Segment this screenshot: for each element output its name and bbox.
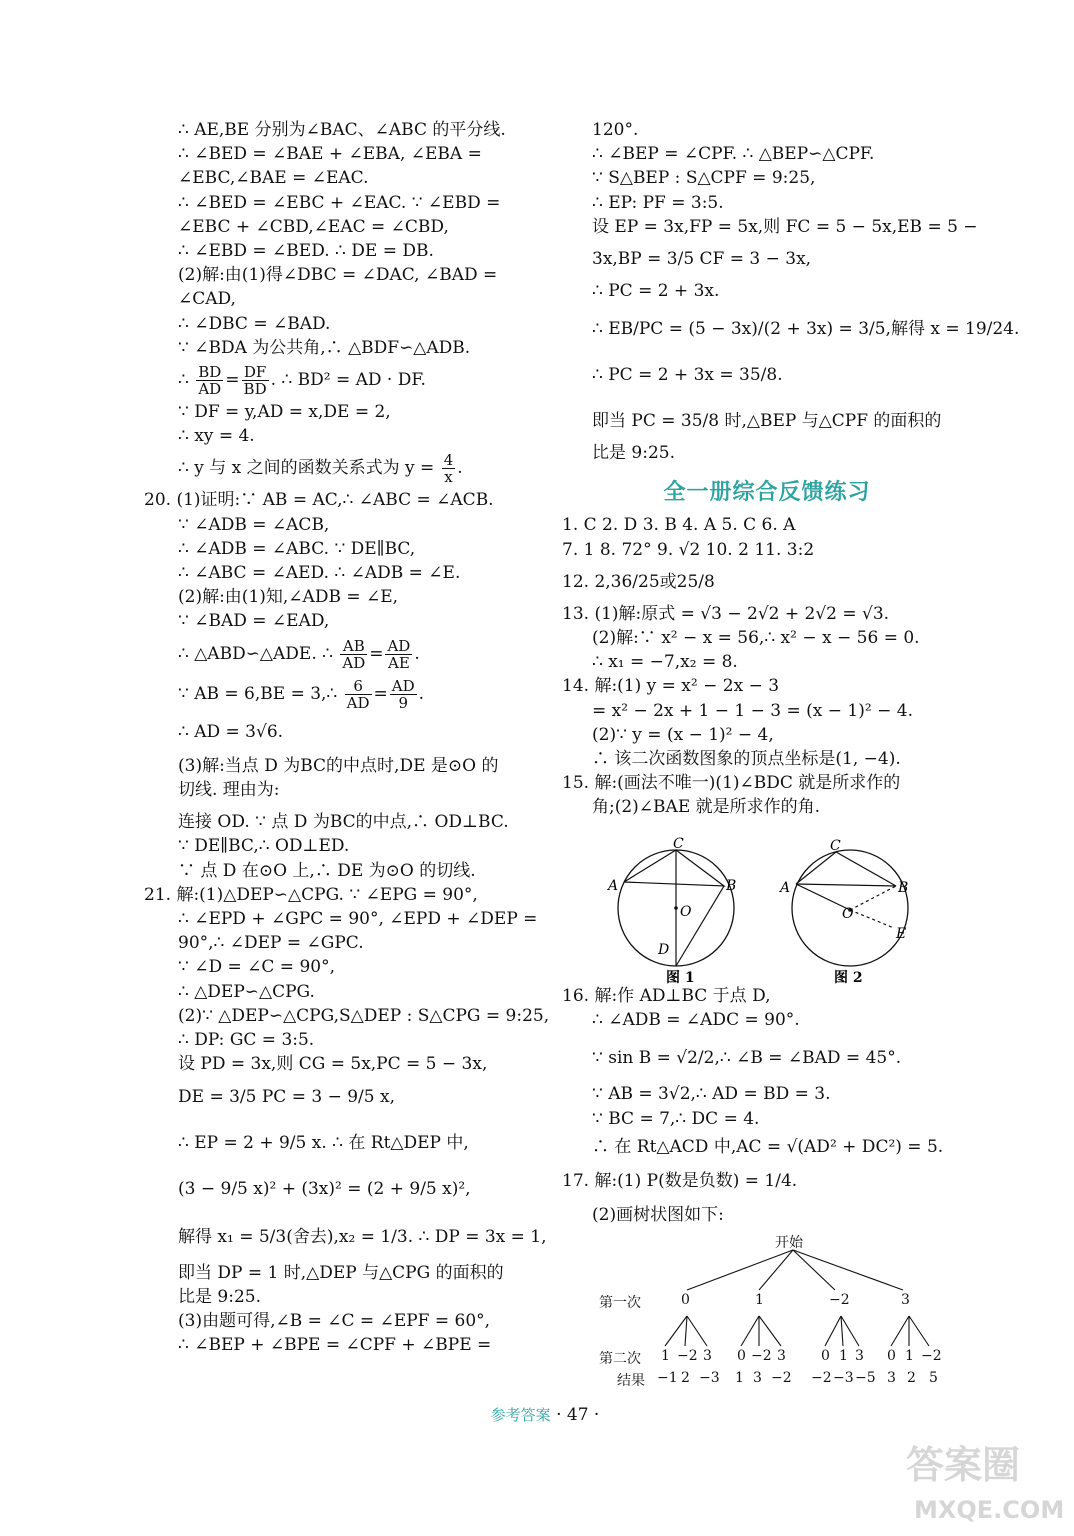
text-line: (2)解:由(1)知,∠ADB = ∠E,	[178, 587, 399, 608]
section-title: 全一册综合反馈练习	[663, 480, 871, 506]
label-a: A	[780, 880, 791, 896]
tree-result: −3	[833, 1370, 854, 1386]
denominator: AE	[388, 653, 410, 672]
label-d: D	[658, 942, 670, 958]
text-line: 设 EP = 3x,FP = 5x,则 FC = 5 − 5x,EB = 5 −	[592, 216, 978, 237]
tree-result: 3	[753, 1370, 762, 1386]
text-line: ∴ PC = 2 + 3x.	[592, 281, 720, 302]
text-line: DE = 3/5 PC = 3 − 9/5 x,	[178, 1086, 395, 1107]
tree-node: 1	[839, 1348, 848, 1364]
text-line: 比是 9:25.	[178, 1286, 261, 1307]
label-e: E	[896, 926, 907, 942]
numerator: 4	[443, 451, 454, 470]
watermark-bottom: MXQE.COM	[914, 1496, 1065, 1524]
denominator: x	[444, 468, 453, 487]
text: ∴ y 与 x 之间的函数关系式为 y =	[178, 458, 435, 479]
tree-result: −1	[657, 1370, 678, 1386]
label-o: O	[842, 906, 854, 922]
text-line: ∴ AE,BE 分别为∠BAC、∠ABC 的平分线.	[178, 120, 506, 140]
text-line: ∵ DF = y,AD = x,DE = 2,	[178, 402, 391, 423]
text: ∵ AB = 6,BE = 3,∴	[178, 683, 338, 704]
denominator: BD	[243, 380, 267, 399]
text-line: = x² − 2x + 1 − 1 − 3 = (x − 1)² − 4.	[592, 700, 913, 721]
text: .	[418, 683, 425, 704]
label-b: B	[726, 878, 737, 894]
text-line: ∵ 点 D 在⊙O 上,∴ DE 为⊙O 的切线.	[178, 860, 476, 881]
fraction-line: ∴ △ABD∽△ADE. ∴ $\frac{AB}{AD}$ = $\frac{AD}{AE}$ .	[178, 636, 420, 672]
tree-root: 开始	[775, 1235, 803, 1251]
text-line: ∴ ∠DBC = ∠BAD.	[178, 313, 331, 334]
text-line: ∴ EP = 2 + 9/5 x. ∴ 在 Rt△DEP 中,	[178, 1132, 469, 1153]
text-line: ∵ ∠D = ∠C = 90°,	[178, 957, 335, 978]
text-line: ∴ EP: PF = 3:5.	[592, 192, 724, 213]
numerator: AD	[387, 636, 411, 655]
right-column-lower	[562, 984, 962, 1227]
text-line: ∴ 该二次函数图象的顶点坐标是(1, −4).	[592, 749, 901, 770]
text-line: (2)画树状图如下:	[592, 1205, 724, 1226]
numerator: DF	[242, 364, 269, 381]
tree-result: −3	[699, 1370, 720, 1386]
tree-node: 1	[755, 1292, 764, 1308]
text-line: ∴ ∠BED = ∠BAE + ∠EBA, ∠EBA =	[178, 144, 482, 165]
figure-2-label: 图 2	[834, 970, 863, 986]
tree-lines	[595, 1228, 975, 1388]
text-line: 即当 DP = 1 时,△DEP 与△CPG 的面积的	[178, 1262, 504, 1283]
tree-node: −2	[829, 1292, 850, 1308]
answer-line: 12. 2,36/25或25/8	[562, 571, 715, 592]
text-line: 3x,BP = 3/5 CF = 3 − 3x,	[592, 249, 812, 270]
tree-result: −2	[811, 1370, 832, 1386]
footer-label: 参考答案	[490, 1406, 551, 1424]
text-line: 解得 x₁ = 5/3(舍去),x₂ = 1/3. ∴ DP = 3x = 1,	[178, 1226, 547, 1247]
tree-result: 5	[929, 1370, 938, 1386]
tree-node: 1	[661, 1348, 670, 1364]
tree-node: 3	[777, 1348, 786, 1364]
fraction	[196, 364, 223, 397]
tree-node: 1	[905, 1348, 914, 1364]
text-line: ∴ EB/PC = (5 − 3x)/(2 + 3x) = 3/5,解得 x = 19/24.	[592, 319, 1020, 340]
text-line: ∵ BC = 7,∴ DC = 4.	[592, 1108, 760, 1129]
tree-node: 3	[855, 1348, 864, 1364]
text-line: ∴ ∠ADB = ∠ADC = 90°.	[592, 1010, 800, 1031]
tree-node: 0	[737, 1348, 746, 1364]
tree-diagram	[595, 1228, 975, 1388]
denominator: AD	[198, 380, 222, 399]
text-line: 连接 OD. ∵ 点 D 为BC的中点,∴ OD⊥BC.	[178, 812, 509, 833]
text-line: ∴ xy = 4.	[178, 426, 255, 447]
text-line: 14. 解:(1) y = x² − 2x − 3	[562, 676, 780, 697]
page-number: · 47 ·	[556, 1405, 600, 1425]
answer-line: 7. 1 8. 72° 9. √2 10. 2 11. 3:2	[562, 539, 815, 560]
tree-node: 0	[821, 1348, 830, 1364]
fraction-line: ∵ AB = 6,BE = 3,∴ $\frac{6}{AD}$ = $\frac{AD}{9}$ .	[178, 676, 425, 712]
text-line: ∵ DE∥BC,∴ OD⊥ED.	[178, 836, 350, 857]
page-footer	[455, 1404, 635, 1425]
watermark-logo	[900, 1430, 1070, 1530]
text-line: 120°.	[592, 120, 639, 140]
denominator: 9	[398, 693, 408, 712]
text-line: ∴ 在 Rt△ACD 中,AC = √(AD² + DC²) = 5.	[592, 1136, 944, 1157]
label-o: O	[680, 904, 692, 920]
denominator: AD	[346, 693, 370, 712]
label-c: C	[673, 836, 684, 852]
tree-row-label: 第二次	[599, 1351, 641, 1367]
circle-figures	[600, 836, 970, 986]
numerator: AB	[340, 638, 367, 655]
tree-node: −2	[921, 1348, 942, 1364]
text-line: ∴ ∠ADB = ∠ABC. ∵ DE∥BC,	[178, 538, 416, 559]
tree-result: 2	[681, 1370, 690, 1386]
text-line: (3)由题可得,∠B = ∠C = ∠EPF = 60°,	[178, 1310, 491, 1331]
figure-2	[778, 838, 908, 986]
text: . ∴ BD² = AD · DF.	[270, 370, 426, 391]
figure-1	[606, 836, 736, 986]
fraction	[345, 678, 372, 711]
answer-line: 1. C 2. D 3. B 4. A 5. C 6. A	[562, 515, 796, 536]
fraction-line: ∴ $\frac{BD}{AD}$ = $\frac{DF}{BD}$ . ∴ BD² = AD · DF.	[178, 363, 426, 399]
text-line: ∴ ∠BED = ∠EBC + ∠EAC. ∵ ∠EBD =	[178, 192, 501, 213]
label-b: B	[898, 880, 909, 896]
text-line: ∴ PC = 2 + 3x = 35/8.	[592, 365, 783, 386]
tree-result: 3	[887, 1370, 896, 1386]
fraction-line	[178, 448, 538, 488]
text-line: 比是 9:25.	[592, 443, 675, 464]
tree-node: 3	[901, 1292, 910, 1308]
tree-result: 1	[735, 1370, 744, 1386]
text-line: (2)∵ △DEP∽△CPG,S△DEP : S△CPG = 9:25,	[178, 1005, 550, 1026]
text-line: (3)解:当点 D 为BC的中点时,DE 是⊙O 的	[178, 755, 499, 776]
text: .	[457, 458, 463, 479]
tree-result: 2	[907, 1370, 916, 1386]
denominator: AD	[342, 653, 366, 672]
text-line: ∴ ∠BEP = ∠CPF. ∴ △BEP∽△CPF.	[592, 144, 875, 165]
text-line: 13. (1)解:原式 = √3 − 2√2 + 2√2 = √3.	[562, 603, 890, 624]
text-line: ∵ S△BEP : S△CPF = 9:25,	[592, 168, 816, 189]
text-line: ∠EBC,∠BAE = ∠EAC.	[178, 168, 369, 189]
text-line: ∴ ∠EPD + ∠GPC = 90°, ∠EPD + ∠DEP =	[178, 909, 538, 930]
fraction	[385, 638, 412, 671]
text-line: ∵ sin B = √2/2,∴ ∠B = ∠BAD = 45°.	[592, 1048, 902, 1069]
tree-node: 3	[703, 1348, 712, 1364]
text: ∴	[178, 370, 189, 391]
text-line: ∠EBC + ∠CBD,∠EAC = ∠CBD,	[178, 216, 449, 237]
text-line: 即当 PC = 35/8 时,△BEP 与△CPF 的面积的	[592, 411, 942, 432]
fraction	[242, 364, 269, 397]
text-line: (3 − 9/5 x)² + (3x)² = (2 + 9/5 x)²,	[178, 1178, 471, 1199]
text-line: 角;(2)∠BAE 就是所求作的角.	[592, 797, 821, 818]
text-line: 15. 解:(画法不唯一)(1)∠BDC 就是所求作的	[562, 773, 901, 794]
label-c: C	[830, 838, 841, 854]
text-line: (2)解:∵ x² − x = 56,∴ x² − x − 56 = 0.	[592, 628, 920, 649]
tree-result: −2	[771, 1370, 792, 1386]
tree-node: 0	[681, 1292, 690, 1308]
text-line: ∵ AB = 3√2,∴ AD = BD = 3.	[592, 1084, 831, 1105]
tree-node: 0	[887, 1348, 896, 1364]
text-line: ∴ AD = 3√6.	[178, 721, 284, 742]
tree-node: −2	[751, 1348, 772, 1364]
right-column	[562, 118, 1020, 820]
fraction	[442, 452, 456, 485]
text-line: 切线. 理由为:	[178, 780, 280, 801]
text-line: 90°,∴ ∠DEP = ∠GPC.	[178, 933, 364, 954]
figure-1-label: 图 1	[666, 970, 695, 986]
text-line: 17. 解:(1) P(数是负数) = 1/4.	[562, 1171, 798, 1192]
text-line: (2)解:由(1)得∠DBC = ∠DAC, ∠BAD =	[178, 265, 498, 286]
text: ∴ △ABD∽△ADE. ∴	[178, 643, 333, 664]
numerator: AD	[391, 676, 415, 695]
tree-result: −5	[855, 1370, 876, 1386]
text-line: ∵ ∠BDA 为公共角,∴ △BDF∽△ADB.	[178, 337, 471, 358]
text-line: ∵ ∠ADB = ∠ACB,	[178, 514, 330, 535]
text-line: ∴ △DEP∽△CPG.	[178, 981, 315, 1002]
text-line: ∠CAD,	[178, 289, 236, 310]
tree-row-label: 结果	[617, 1373, 645, 1389]
text-line: ∴ ∠EBD = ∠BED. ∴ DE = DB.	[178, 241, 434, 262]
text-line: ∴ x₁ = −7,x₂ = 8.	[592, 652, 738, 673]
tree-node: −2	[677, 1348, 698, 1364]
text-line: 21. 解:(1)△DEP∽△CPG. ∵ ∠EPG = 90°,	[144, 884, 478, 905]
text-line: ∴ ∠ABC = ∠AED. ∴ ∠ADB = ∠E.	[178, 563, 461, 584]
text-line: ∵ ∠BAD = ∠EAD,	[178, 611, 330, 632]
text-line: (2)∵ y = (x − 1)² − 4,	[592, 724, 774, 745]
tree-row-label: 第一次	[599, 1295, 641, 1311]
label-a: A	[608, 878, 619, 894]
fraction	[340, 638, 367, 671]
text-line: 设 PD = 3x,则 CG = 5x,PC = 5 − 3x,	[178, 1054, 488, 1075]
watermark-top: 答案圈	[906, 1443, 1021, 1487]
text-line: 16. 解:作 AD⊥BC 于点 D,	[562, 986, 771, 1006]
text-line: 20. (1)证明:∵ AB = AC,∴ ∠ABC = ∠ACB.	[144, 490, 494, 511]
numerator: 6	[345, 678, 372, 695]
text-line: ∴ ∠BEP + ∠BPE = ∠CPF + ∠BPE =	[178, 1335, 492, 1356]
text: .	[414, 643, 420, 664]
fraction	[390, 678, 417, 711]
numerator: BD	[198, 363, 222, 382]
text-line: ∴ DP: GC = 3:5.	[178, 1030, 315, 1051]
left-column	[144, 118, 550, 1357]
